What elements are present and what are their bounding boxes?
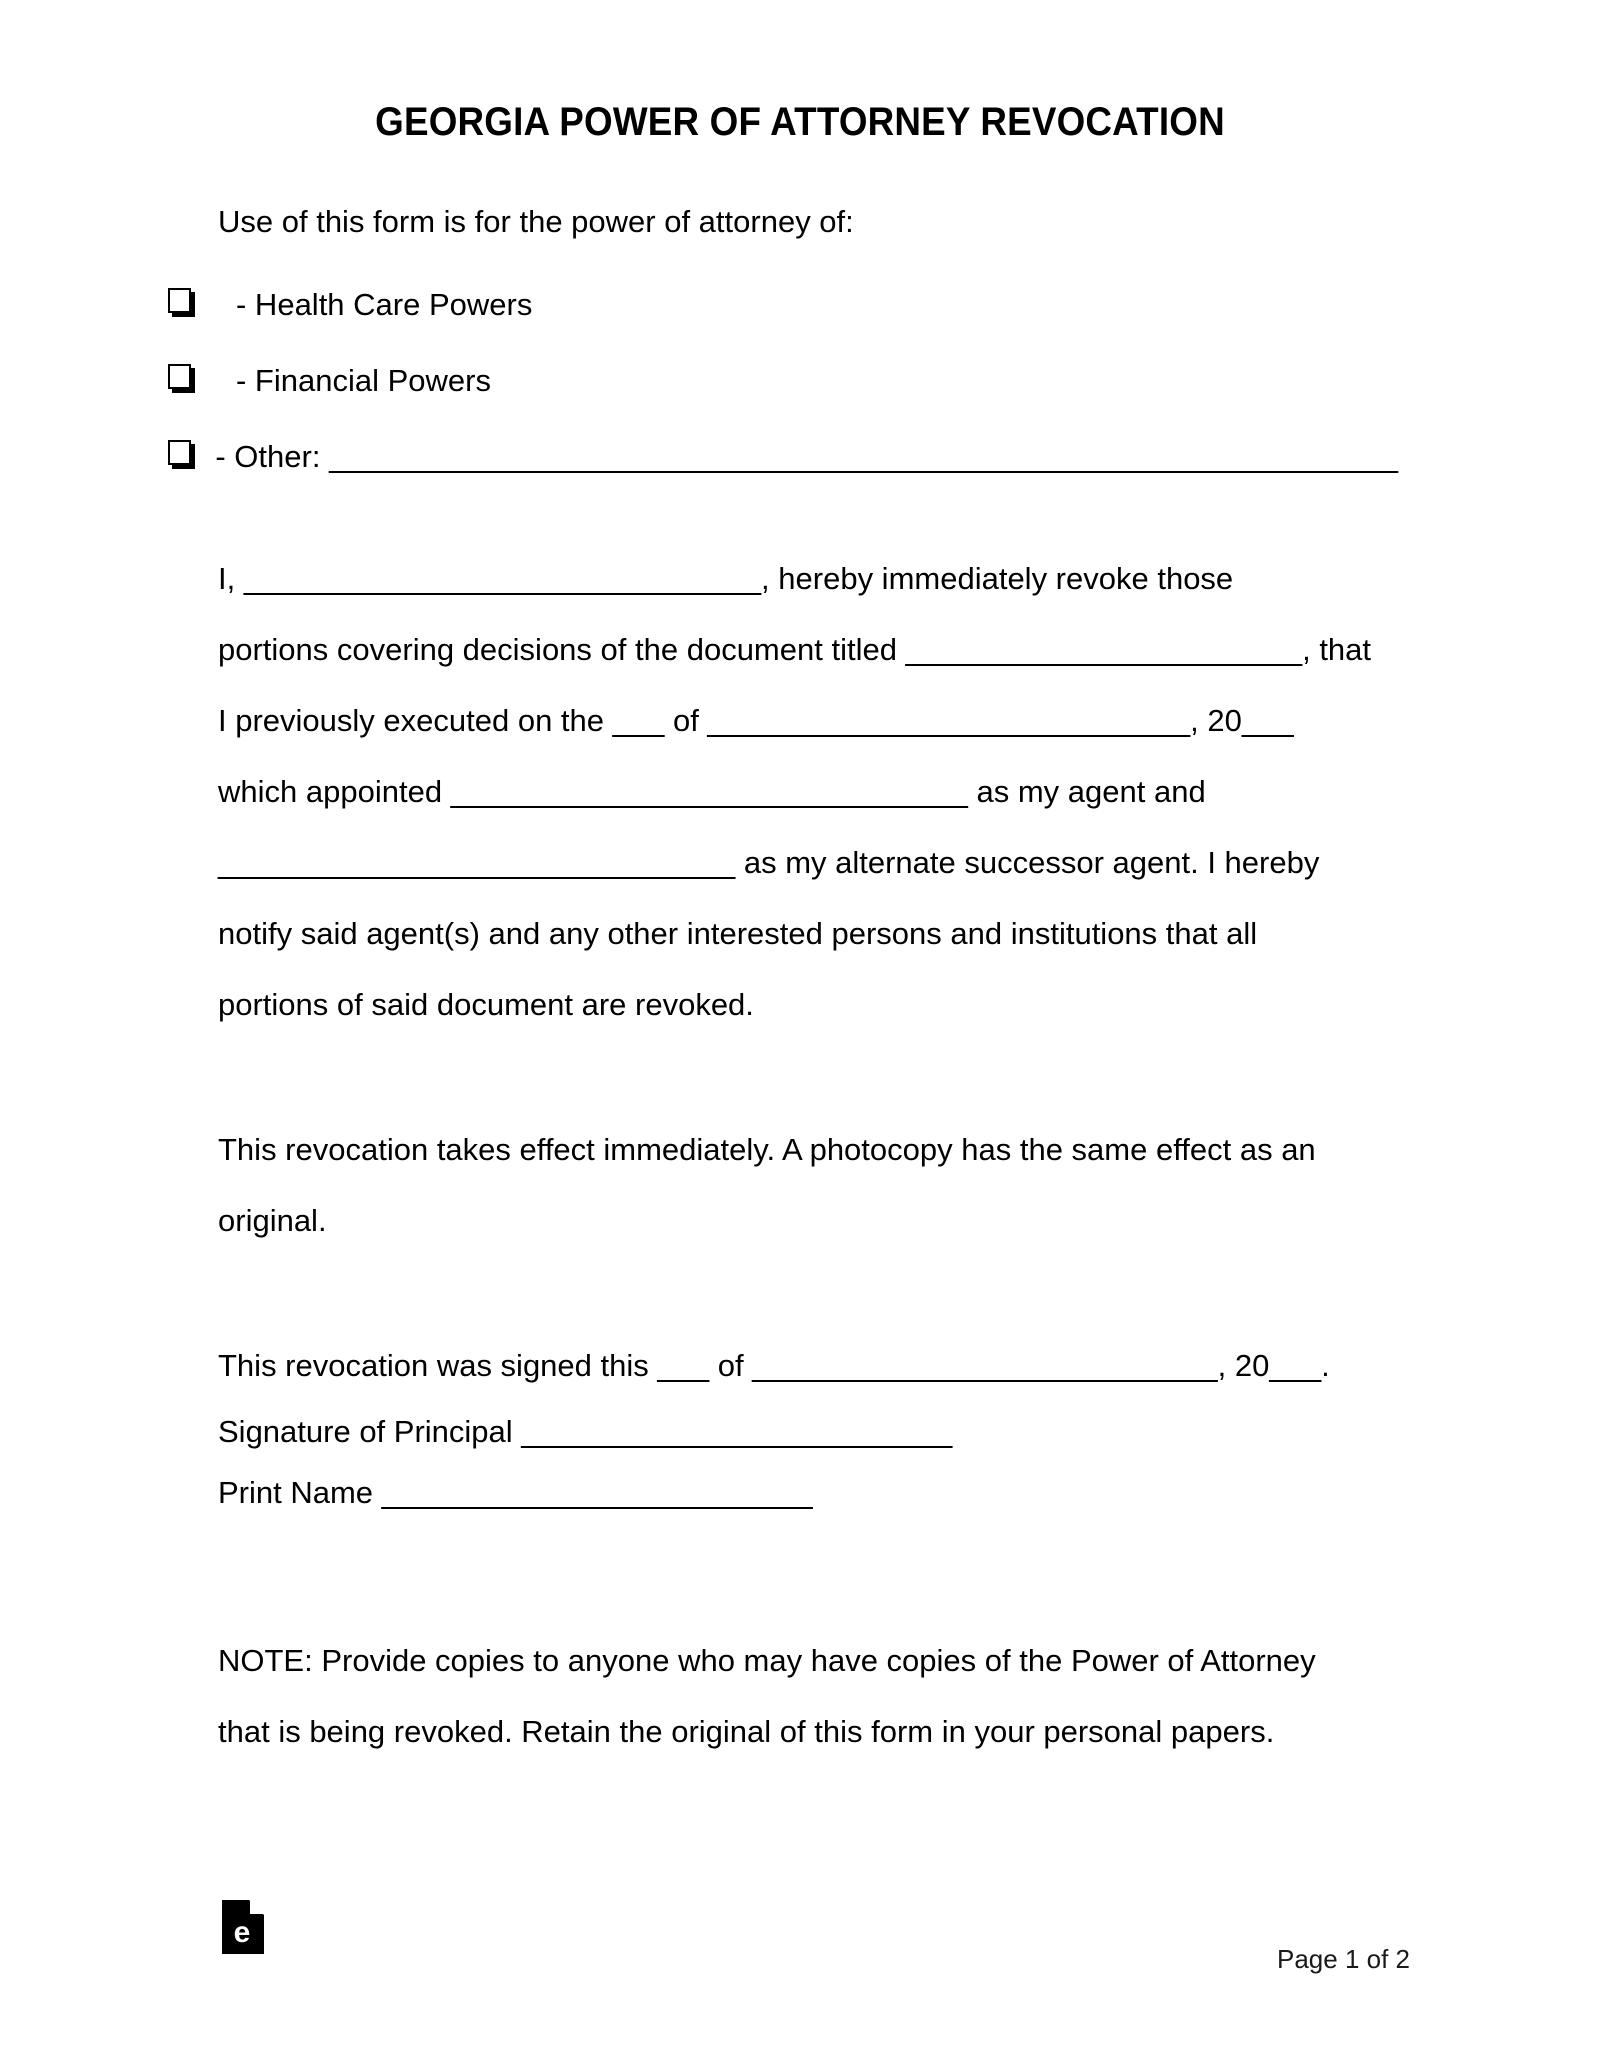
- checkbox-row-health-care[interactable]: [168, 287, 1398, 363]
- checkbox-label-financial: - Financial Powers: [236, 363, 491, 398]
- note-line-2: that is being revoked. Retain the original of this form in your personal papers.: [218, 1714, 1275, 1749]
- revocation-line-5: ______________________________ as my alternate successor agent. I hereby: [218, 845, 1320, 880]
- page-title: GEORGIA POWER OF ATTORNEY REVOCATION: [375, 100, 1225, 144]
- checkbox-row-other[interactable]: [168, 439, 1398, 515]
- revocation-line-6: notify said agent(s) and any other interested persons and institutions that all: [218, 916, 1258, 951]
- eforms-logo[interactable]: [222, 1900, 264, 1954]
- checkbox-unchecked-icon[interactable]: [168, 288, 214, 313]
- effect-line-1: This revocation takes effect immediately. A photocopy has the same effect as an: [218, 1132, 1316, 1167]
- svg-text:e: e: [233, 1916, 251, 1949]
- revocation-line-2: portions covering decisions of the document titled _______________________, that: [218, 632, 1372, 667]
- intro-text: Use of this form is for the power of attorney of:: [218, 204, 854, 239]
- checkbox-unchecked-icon[interactable]: [168, 364, 214, 389]
- spacer: [218, 1040, 1398, 1114]
- revocation-line-4: which appointed ______________________________ as my agent and: [218, 774, 1206, 809]
- note-line-1: NOTE: Provide copies to anyone who may have copies of the Power of Attorney: [218, 1643, 1316, 1678]
- checkbox-label-health-care: - Health Care Powers: [236, 287, 533, 322]
- print-name-line: Print Name _________________________: [218, 1475, 813, 1510]
- checkbox-unchecked-icon[interactable]: [168, 440, 193, 465]
- checkbox-label-other: - Other: ______________________________________________________________: [215, 439, 1398, 474]
- page-number-label: Page 1 of 2: [1277, 1944, 1410, 1974]
- revocation-line-1: I, ______________________________, hereby immediately revoke those: [218, 561, 1234, 596]
- revocation-line-7: portions of said document are revoked.: [218, 987, 754, 1022]
- revocation-line-3: I previously executed on the ___ of ____________________________, 20___: [218, 703, 1294, 738]
- spacer: [218, 1597, 1398, 1625]
- spacer: [218, 1256, 1398, 1330]
- effect-line-2: original.: [218, 1203, 327, 1238]
- spacer: [218, 515, 1398, 543]
- document-body: [215, 186, 1398, 1767]
- page-footer: [0, 1900, 1600, 2020]
- checkbox-row-financial[interactable]: [168, 363, 1398, 439]
- signature-of-principal-line: Signature of Principal _________________________: [218, 1414, 953, 1449]
- signing-date-line: This revocation was signed this ___ of ___________________________, 20___.: [218, 1348, 1330, 1383]
- spacer: [218, 1523, 1398, 1597]
